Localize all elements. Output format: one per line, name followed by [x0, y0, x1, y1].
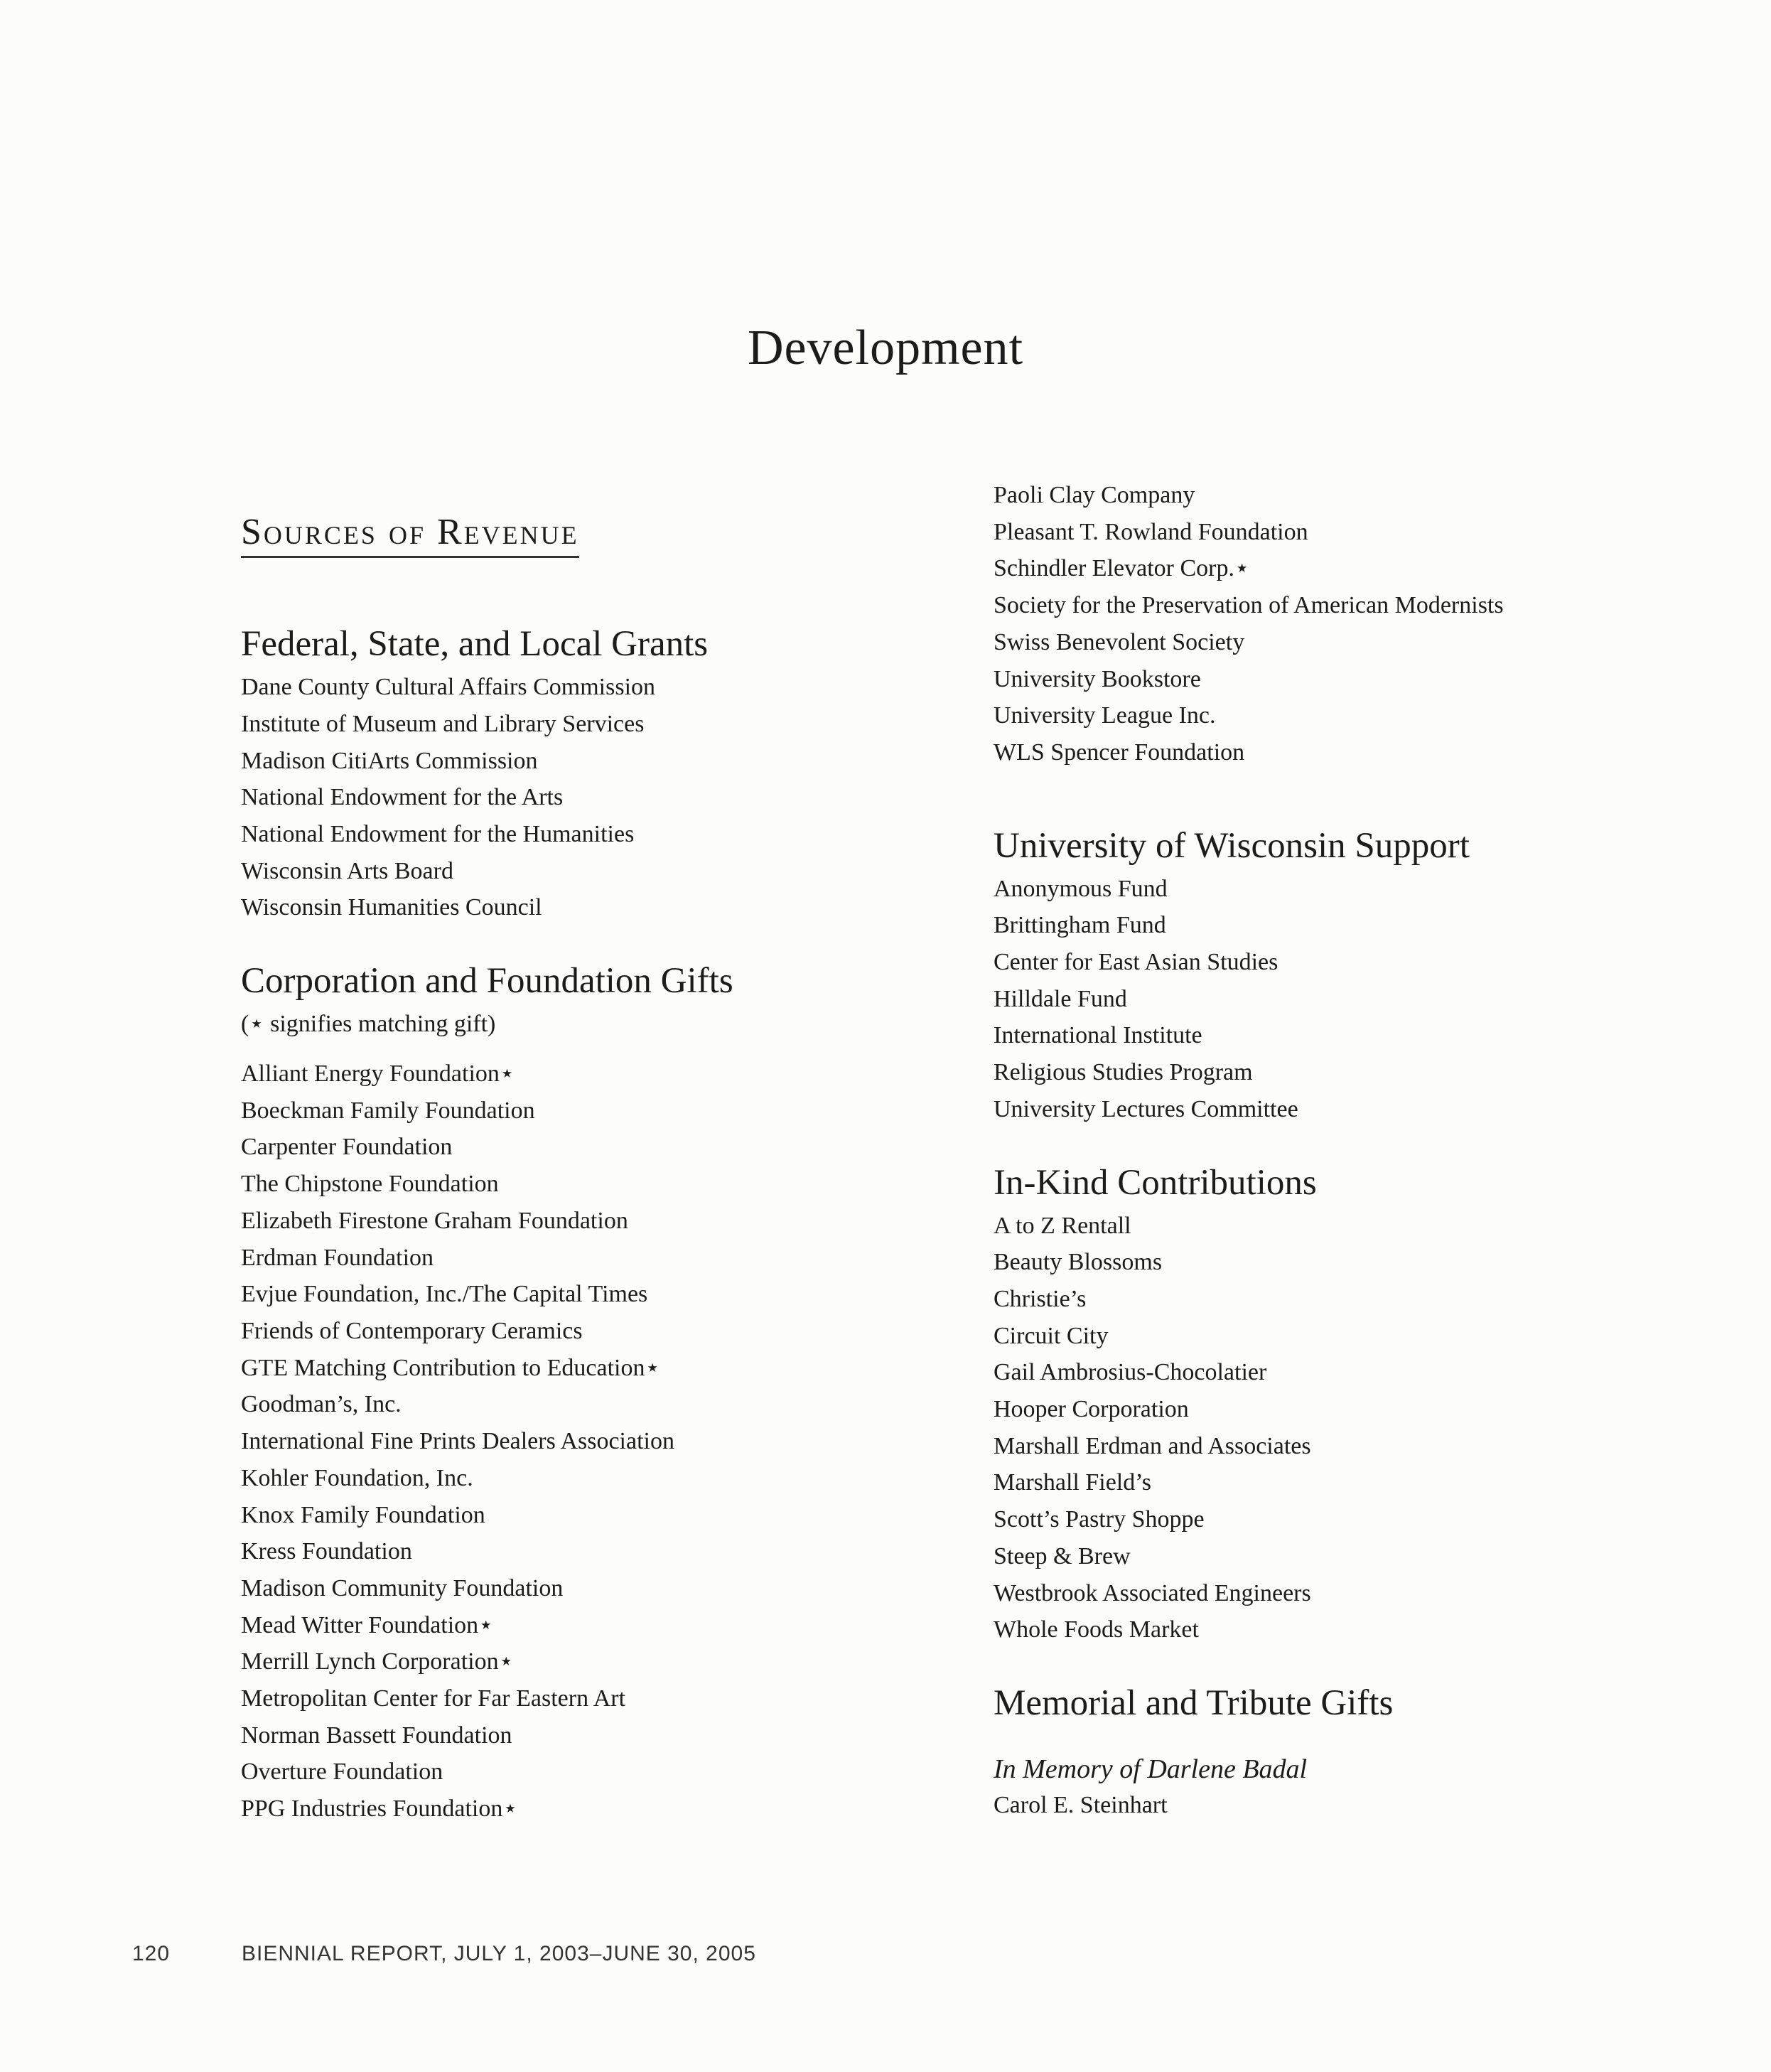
list-item: University League Inc.: [994, 702, 1216, 729]
page-footer: [132, 1942, 756, 1966]
list-item: Whole Foods Market: [994, 1616, 1199, 1643]
list-item: GTE Matching Contribution to Education⋆: [241, 1354, 660, 1381]
list-item: Religious Studies Program: [994, 1059, 1253, 1086]
list-item: Evjue Foundation, Inc./The Capital Times: [241, 1281, 648, 1308]
uw-support-list: [994, 871, 1704, 1128]
memorial-donor: Carol E. Steinhart: [994, 1791, 1168, 1818]
list-item: Mead Witter Foundation⋆: [241, 1611, 494, 1638]
list-item: University Bookstore: [994, 665, 1201, 692]
list-item: International Institute: [994, 1022, 1202, 1049]
list-item: International Fine Prints Dealers Association: [241, 1428, 674, 1455]
list-item: Elizabeth Firestone Graham Foundation: [241, 1207, 628, 1234]
list-item: Dane County Cultural Affairs Commission: [241, 674, 656, 701]
in-kind-group: [994, 1162, 1704, 1648]
list-item: Scott’s Pastry Shoppe: [994, 1506, 1205, 1533]
list-item: Goodman’s, Inc.: [241, 1391, 402, 1418]
list-item: Institute of Museum and Library Services: [241, 710, 645, 737]
grants-list: [241, 669, 952, 926]
list-item: Alliant Energy Foundation⋆: [241, 1061, 515, 1088]
list-item: Kohler Foundation, Inc.: [241, 1464, 473, 1491]
right-column: [994, 477, 1704, 1857]
list-item: Westbrook Associated Engineers: [994, 1579, 1311, 1606]
list-item: Hooper Corporation: [994, 1396, 1189, 1423]
list-item: Swiss Benevolent Society: [994, 628, 1245, 655]
list-item: Gail Ambrosius-Chocolatier: [994, 1359, 1267, 1386]
list-item: National Endowment for the Arts: [241, 784, 564, 811]
list-item: Marshall Erdman and Associates: [994, 1432, 1311, 1459]
list-item: Madison Community Foundation: [241, 1574, 564, 1601]
uw-support-group: [994, 825, 1704, 1128]
list-item: Boeckman Family Foundation: [241, 1097, 535, 1124]
list-item: Circuit City: [994, 1322, 1109, 1349]
list-item: Marshall Field’s: [994, 1469, 1151, 1496]
group-heading: Federal, State, and Local Grants: [241, 624, 709, 665]
list-item: Pleasant T. Rowland Foundation: [994, 518, 1308, 545]
list-item: Anonymous Fund: [994, 875, 1168, 902]
list-item: Paoli Clay Company: [994, 482, 1195, 508]
list-item: Knox Family Foundation: [241, 1501, 485, 1528]
list-item: Christie’s: [994, 1285, 1087, 1312]
list-item: National Endowment for the Humanities: [241, 820, 635, 847]
grants-group: [241, 623, 952, 926]
list-item: Madison CitiArts Commission: [241, 747, 538, 774]
list-item: Society for the Preservation of American Modernists: [994, 592, 1504, 619]
list-item: Overture Foundation: [241, 1759, 443, 1786]
group-heading: In-Kind Contributions: [994, 1162, 1317, 1203]
list-item: Wisconsin Arts Board: [241, 857, 453, 884]
corporate-gifts-list: [241, 1056, 952, 1827]
memorial-group: [994, 1682, 1704, 1823]
list-item: Center for East Asian Studies: [994, 949, 1279, 976]
list-item: Metropolitan Center for Far Eastern Art: [241, 1685, 626, 1712]
list-item: Erdman Foundation: [241, 1244, 434, 1271]
corporate-gifts-group: [241, 960, 952, 1827]
list-item: Friends of Contemporary Ceramics: [241, 1318, 583, 1344]
left-column: [241, 481, 952, 1862]
list-item: WLS Spencer Foundation: [994, 739, 1245, 766]
list-item: University Lectures Committee: [994, 1095, 1298, 1122]
list-item: Hilldale Fund: [994, 985, 1127, 1012]
list-item: Brittingham Fund: [994, 912, 1166, 939]
page-number: 120: [132, 1942, 171, 1965]
in-memory-line: In Memory of Darlene Badal: [994, 1754, 1308, 1784]
matching-gift-note: (⋆ signifies matching gift): [241, 1011, 496, 1038]
list-item: Norman Bassett Foundation: [241, 1722, 512, 1749]
group-heading: Memorial and Tribute Gifts: [994, 1682, 1394, 1723]
list-item: Carpenter Foundation: [241, 1134, 453, 1161]
page-title: Development: [747, 321, 1024, 375]
list-item: Beauty Blossoms: [994, 1249, 1163, 1276]
list-item: A to Z Rentall: [994, 1212, 1131, 1239]
list-item: Merrill Lynch Corporation⋆: [241, 1648, 514, 1675]
section-title: Sources of Revenue: [241, 511, 579, 558]
group-heading: Corporation and Foundation Gifts: [241, 961, 733, 1002]
corporate-gifts-continued: [994, 477, 1704, 771]
group-heading: University of Wisconsin Support: [994, 825, 1470, 866]
list-item: Wisconsin Humanities Council: [241, 894, 542, 921]
in-kind-list: [994, 1208, 1704, 1648]
report-title: BIENNIAL REPORT, JULY 1, 2003–JUNE 30, 2005: [242, 1942, 756, 1965]
list-item: The Chipstone Foundation: [241, 1171, 499, 1198]
corporate-gifts-continued-list: [994, 477, 1704, 771]
list-item: Schindler Elevator Corp.⋆: [994, 555, 1250, 582]
list-item: PPG Industries Foundation⋆: [241, 1795, 518, 1823]
list-item: Steep & Brew: [994, 1542, 1131, 1569]
list-item: Kress Foundation: [241, 1538, 412, 1565]
